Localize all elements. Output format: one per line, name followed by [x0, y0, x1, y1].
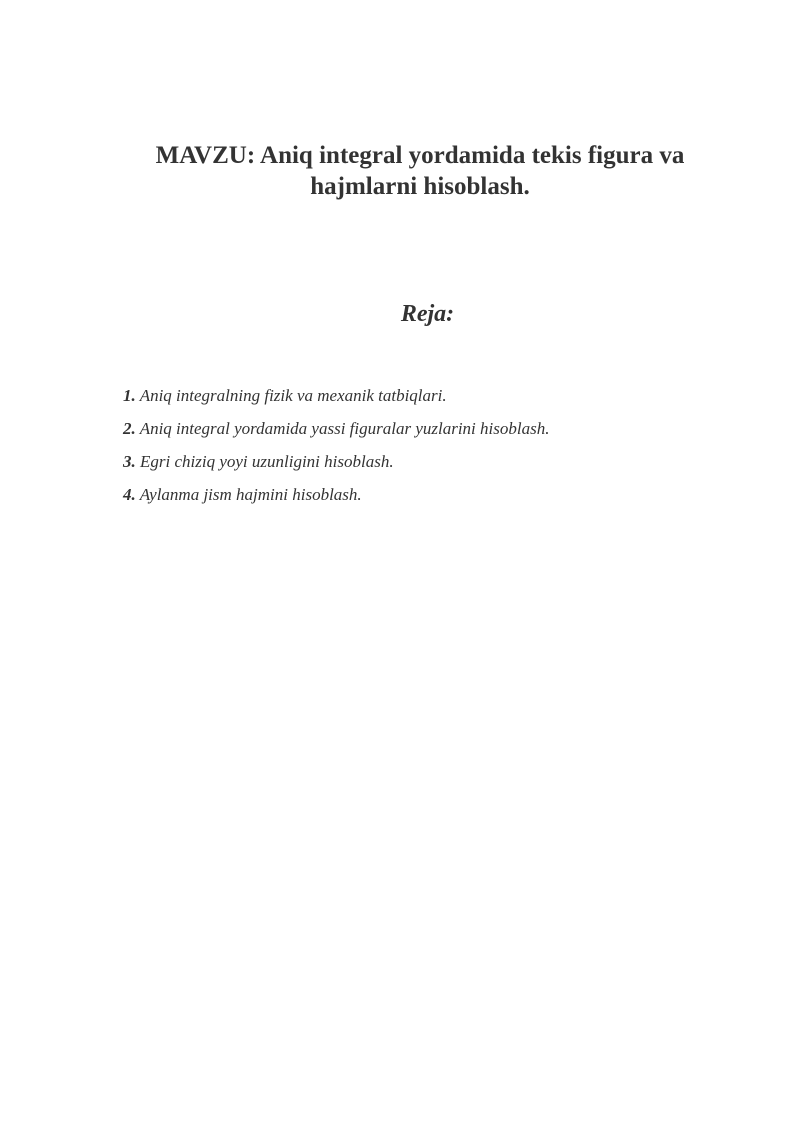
plan-item-4 [123, 478, 549, 511]
plan-item-text: Aniq integral yordamida yassi figuralar yuzlarini hisoblash. [139, 419, 550, 438]
plan-item-text: Egri chiziq yoyi uzunligini hisoblash. [140, 452, 394, 471]
plan-item-text: Aylanma jism hajmini hisoblash. [139, 485, 362, 504]
plan-item-number: 3. [123, 452, 136, 471]
plan-item-1 [123, 379, 549, 412]
plan-list [123, 379, 549, 511]
plan-heading: Reja: [400, 301, 455, 327]
plan-item-text: Aniq integralning fizik va mexanik tatbiqlari. [139, 386, 447, 405]
document-title: MAVZU: Aniq integral yordamida tekis figura va hajmlarni hisoblash. [155, 142, 685, 200]
plan-item-3 [123, 445, 549, 478]
plan-item-number: 1. [123, 386, 136, 405]
plan-item-number: 2. [123, 419, 136, 438]
plan-item-2 [123, 412, 549, 445]
plan-item-number: 4. [123, 485, 136, 504]
